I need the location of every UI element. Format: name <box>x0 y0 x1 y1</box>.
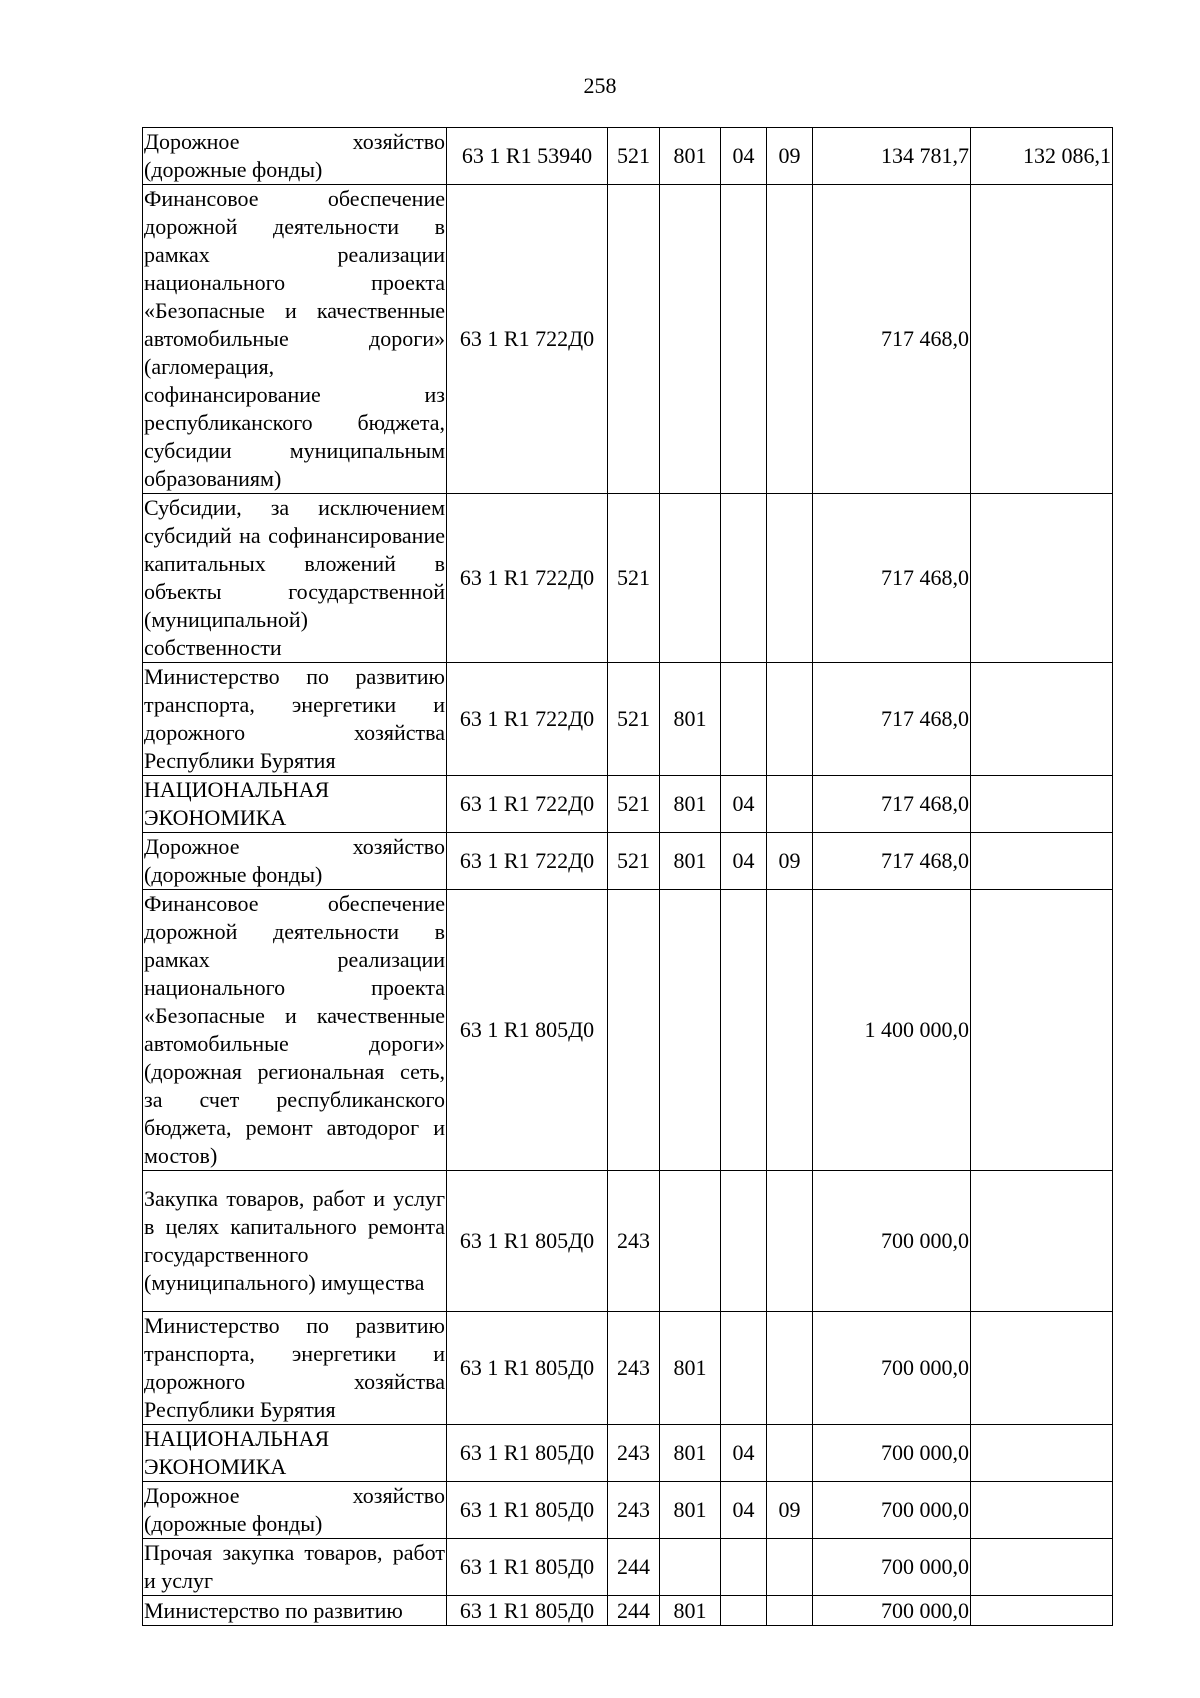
expense-type-code: 243 <box>608 1171 660 1312</box>
section-code <box>721 1596 767 1626</box>
ministry-code <box>660 890 721 1171</box>
ministry-code: 801 <box>660 1596 721 1626</box>
ministry-code: 801 <box>660 663 721 776</box>
ministry-code <box>660 1539 721 1596</box>
expense-type-code <box>608 185 660 494</box>
amount-2 <box>971 1539 1113 1596</box>
expense-type-code: 521 <box>608 128 660 185</box>
amount-1: 717 468,0 <box>813 185 971 494</box>
section-code <box>721 663 767 776</box>
table-row <box>143 776 1113 833</box>
target-article-code: 63 1 R1 53940 <box>447 128 608 185</box>
amount-1: 700 000,0 <box>813 1312 971 1425</box>
amount-1: 717 468,0 <box>813 494 971 663</box>
row-name: Министерство по развитию <box>143 1596 447 1626</box>
target-article-code: 63 1 R1 805Д0 <box>447 1596 608 1626</box>
target-article-code: 63 1 R1 805Д0 <box>447 1312 608 1425</box>
table-row <box>143 1596 1113 1626</box>
section-code <box>721 494 767 663</box>
row-name: Финансовое обеспечение дорожной деятельности в рамках реализации национального проекта «Безопасные и качественные автомобильные дороги» (агломерация, софинансирование из республиканского бюджета, субсидии муниципальным образованиям) <box>143 185 447 494</box>
subsection-code <box>767 494 813 663</box>
expense-type-code: 243 <box>608 1482 660 1539</box>
target-article-code: 63 1 R1 722Д0 <box>447 833 608 890</box>
subsection-code: 09 <box>767 128 813 185</box>
amount-1: 700 000,0 <box>813 1596 971 1626</box>
subsection-code <box>767 1539 813 1596</box>
amount-1: 717 468,0 <box>813 833 971 890</box>
budget-table <box>142 127 1113 1626</box>
subsection-code: 09 <box>767 1482 813 1539</box>
target-article-code: 63 1 R1 805Д0 <box>447 1482 608 1539</box>
section-code <box>721 1539 767 1596</box>
amount-1: 700 000,0 <box>813 1171 971 1312</box>
table-row <box>143 1482 1113 1539</box>
subsection-code <box>767 890 813 1171</box>
expense-type-code <box>608 890 660 1171</box>
amount-1: 717 468,0 <box>813 776 971 833</box>
target-article-code: 63 1 R1 722Д0 <box>447 776 608 833</box>
amount-2 <box>971 185 1113 494</box>
section-code <box>721 1312 767 1425</box>
expense-type-code: 521 <box>608 494 660 663</box>
table-row <box>143 1312 1113 1425</box>
subsection-code <box>767 185 813 494</box>
row-name: Дорожное хозяйство (дорожные фонды) <box>143 833 447 890</box>
row-name: НАЦИОНАЛЬНАЯ ЭКОНОМИКА <box>143 776 447 833</box>
row-name: Дорожное хозяйство (дорожные фонды) <box>143 128 447 185</box>
amount-2 <box>971 1596 1113 1626</box>
subsection-code <box>767 1171 813 1312</box>
ministry-code <box>660 1171 721 1312</box>
section-code <box>721 185 767 494</box>
amount-2 <box>971 1312 1113 1425</box>
section-code: 04 <box>721 1482 767 1539</box>
amount-2 <box>971 776 1113 833</box>
target-article-code: 63 1 R1 805Д0 <box>447 1171 608 1312</box>
row-name: Субсидии, за исключением субсидий на софинансирование капитальных вложений в объекты государственной (муниципальной) собственности <box>143 494 447 663</box>
expense-type-code: 521 <box>608 663 660 776</box>
subsection-code <box>767 776 813 833</box>
table-row <box>143 494 1113 663</box>
amount-1: 700 000,0 <box>813 1482 971 1539</box>
subsection-code <box>767 663 813 776</box>
row-name: НАЦИОНАЛЬНАЯ ЭКОНОМИКА <box>143 1425 447 1482</box>
expense-type-code: 244 <box>608 1596 660 1626</box>
section-code: 04 <box>721 833 767 890</box>
target-article-code: 63 1 R1 805Д0 <box>447 1425 608 1482</box>
subsection-code: 09 <box>767 833 813 890</box>
target-article-code: 63 1 R1 805Д0 <box>447 890 608 1171</box>
row-name: Министерство по развитию транспорта, энергетики и дорожного хозяйства Республики Бурятия <box>143 1312 447 1425</box>
amount-1: 1 400 000,0 <box>813 890 971 1171</box>
amount-2 <box>971 890 1113 1171</box>
amount-2 <box>971 833 1113 890</box>
section-code <box>721 1171 767 1312</box>
amount-2 <box>971 1425 1113 1482</box>
ministry-code: 801 <box>660 776 721 833</box>
section-code: 04 <box>721 1425 767 1482</box>
subsection-code <box>767 1596 813 1626</box>
amount-2 <box>971 494 1113 663</box>
target-article-code: 63 1 R1 722Д0 <box>447 185 608 494</box>
table-row <box>143 833 1113 890</box>
expense-type-code: 521 <box>608 833 660 890</box>
row-name: Финансовое обеспечение дорожной деятельности в рамках реализации национального проекта «Безопасные и качественные автомобильные дороги» (дорожная региональная сеть, за счет республиканского бюджета, ремонт автодорог и мостов) <box>143 890 447 1171</box>
ministry-code: 801 <box>660 1482 721 1539</box>
target-article-code: 63 1 R1 722Д0 <box>447 494 608 663</box>
amount-2 <box>971 663 1113 776</box>
ministry-code: 801 <box>660 833 721 890</box>
table-row <box>143 185 1113 494</box>
page-number: 258 <box>583 73 617 98</box>
expense-type-code: 521 <box>608 776 660 833</box>
table-row <box>143 1539 1113 1596</box>
amount-2 <box>971 1171 1113 1312</box>
ministry-code <box>660 494 721 663</box>
expense-type-code: 243 <box>608 1312 660 1425</box>
table-row <box>143 128 1113 185</box>
section-code <box>721 890 767 1171</box>
row-name: Министерство по развитию транспорта, энергетики и дорожного хозяйства Республики Бурятия <box>143 663 447 776</box>
amount-1: 700 000,0 <box>813 1425 971 1482</box>
amount-2: 132 086,1 <box>971 128 1113 185</box>
target-article-code: 63 1 R1 722Д0 <box>447 663 608 776</box>
section-code: 04 <box>721 128 767 185</box>
amount-2 <box>971 1482 1113 1539</box>
row-name: Закупка товаров, работ и услуг в целях капитального ремонта государственного (муниципального) имущества <box>143 1171 447 1312</box>
expense-type-code: 244 <box>608 1539 660 1596</box>
subsection-code <box>767 1425 813 1482</box>
table-row <box>143 890 1113 1171</box>
subsection-code <box>767 1312 813 1425</box>
amount-1: 134 781,7 <box>813 128 971 185</box>
ministry-code <box>660 185 721 494</box>
row-name: Прочая закупка товаров, работ и услуг <box>143 1539 447 1596</box>
row-name: Дорожное хозяйство (дорожные фонды) <box>143 1482 447 1539</box>
ministry-code: 801 <box>660 128 721 185</box>
amount-1: 717 468,0 <box>813 663 971 776</box>
table-row <box>143 1171 1113 1312</box>
ministry-code: 801 <box>660 1312 721 1425</box>
section-code: 04 <box>721 776 767 833</box>
ministry-code: 801 <box>660 1425 721 1482</box>
expense-type-code: 243 <box>608 1425 660 1482</box>
amount-1: 700 000,0 <box>813 1539 971 1596</box>
target-article-code: 63 1 R1 805Д0 <box>447 1539 608 1596</box>
table-row <box>143 663 1113 776</box>
table-row <box>143 1425 1113 1482</box>
